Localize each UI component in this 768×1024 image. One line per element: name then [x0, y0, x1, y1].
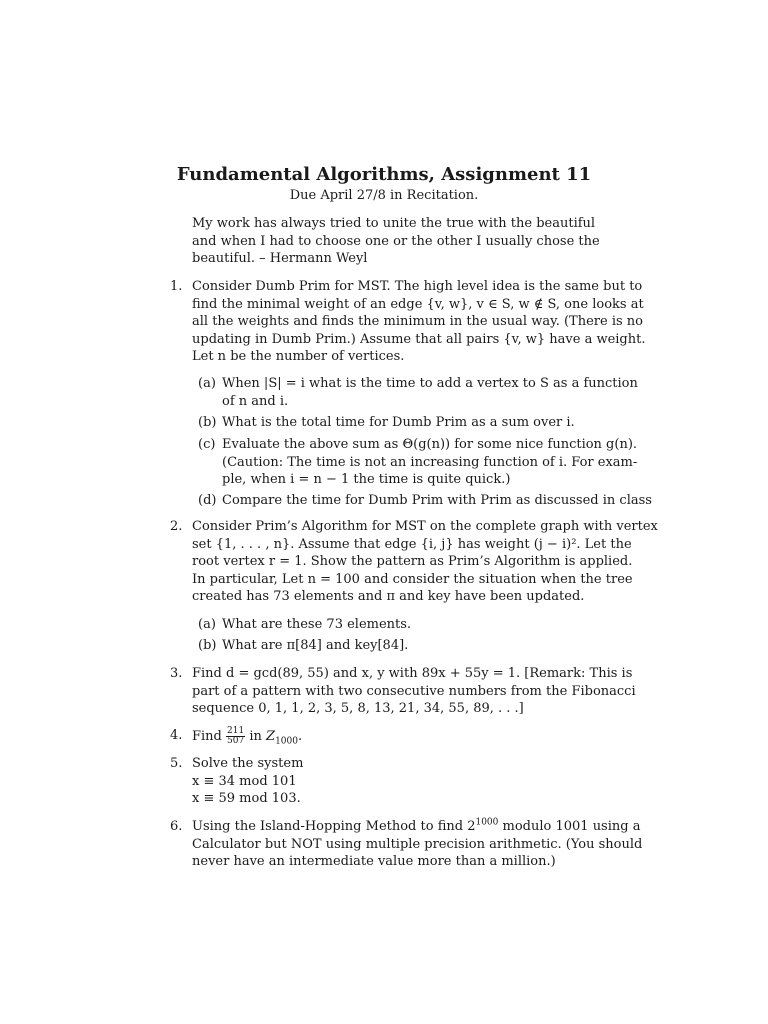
problem-text	[192, 817, 643, 871]
problem-line: never have an intermediate value more than a million.)	[192, 854, 556, 869]
subpart-label: (d)	[198, 493, 217, 508]
fraction-numerator: 211	[227, 726, 245, 736]
problem-number: 5.	[170, 756, 183, 771]
problem-line: Calculator but NOT using multiple precision arithmetic. (You should	[192, 836, 643, 852]
subpart-label: (c)	[198, 437, 216, 452]
due-date: Due April 27/8 in Recitation.	[289, 188, 479, 203]
in-text: in	[249, 729, 262, 744]
congruence-line: x ≡ 59 mod 103.	[192, 791, 301, 806]
subpart-text	[222, 414, 612, 432]
subpart-text	[222, 637, 612, 655]
problem-line: find the minimal weight of an edge {v, w}, v ∈ S, w ∉ S, one looks at	[192, 296, 644, 312]
quote-line: beautiful. – Hermann Weyl	[192, 251, 368, 266]
problem-line: Find d = gcd(89, 55) and x, y with 89x + 55y = 1. [Remark: This is	[192, 666, 633, 681]
problem-line: all the weights and finds the minimum in the usual way. (There is no	[192, 314, 643, 329]
subpart-label: (a)	[198, 617, 216, 632]
subpart-label: (a)	[198, 376, 216, 391]
problem-line: part of a pattern with two consecutive numbers from the Fibonacci	[192, 683, 636, 699]
problem-number: 6.	[170, 819, 183, 834]
subpart-label: (b)	[198, 638, 217, 653]
fraction	[226, 727, 245, 746]
problem-line: created has 73 elements and π and key have been updated.	[192, 589, 585, 604]
problem-line-part: Using the Island-Hopping Method to find 2	[192, 819, 476, 834]
problem-text	[192, 727, 610, 746]
subpart-line: of n and i.	[222, 393, 289, 409]
subpart-line: (Caution: The time is not an increasing function of i. For exam-	[222, 454, 638, 470]
problem-number: 1.	[170, 279, 183, 294]
problem-line: root vertex r = 1. Show the pattern as Prim’s Algorithm is applied.	[192, 554, 633, 569]
subpart-line: Evaluate the above sum as Θ(g(n)) for some nice function g(n).	[222, 437, 638, 452]
exponent: 1000	[475, 817, 499, 828]
subpart-line: When |S| = i what is the time to add a vertex to S as a function	[222, 376, 638, 391]
problem-text	[192, 755, 610, 808]
subpart-text	[222, 492, 652, 510]
problem-text	[192, 278, 646, 366]
quote-line: My work has always tried to unite the true with the beautiful	[192, 216, 596, 231]
subpart-text	[222, 436, 638, 489]
subpart-line: What are π[84] and key[84].	[222, 638, 409, 653]
problem-number: 3.	[170, 666, 183, 681]
ring-subscript: 1000	[275, 736, 298, 747]
subpart-text	[222, 616, 612, 634]
quote-line: and when I had to choose one or the other I usually chose the	[192, 233, 600, 249]
problem-line: In particular, Let n = 100 and consider the situation when the tree	[192, 571, 633, 587]
find-text: Find	[192, 729, 222, 744]
problem-number: 2.	[170, 519, 183, 534]
problem-line-part: modulo 1001 using a	[498, 819, 641, 834]
problem-number: 4.	[170, 728, 183, 743]
problem-line: sequence 0, 1, 1, 2, 3, 5, 8, 13, 21, 34, 55, 89, . . .]	[192, 701, 524, 716]
ring-symbol: Z	[266, 729, 276, 744]
problem-text	[192, 665, 636, 718]
congruence-line: x ≡ 34 mod 101	[192, 773, 297, 789]
subpart-line: ple, when i = n − 1 the time is quite quick.)	[222, 472, 511, 487]
fraction-denominator: 507	[227, 736, 245, 746]
end-punct: .	[297, 729, 303, 744]
subpart-line: What is the total time for Dumb Prim as a sum over i.	[222, 415, 575, 430]
problem-line: Solve the system	[192, 756, 304, 771]
problem-line: Let n be the number of vertices.	[192, 349, 405, 364]
problem-text	[192, 518, 658, 606]
subpart-line: Compare the time for Dumb Prim with Prim as discussed in class	[222, 493, 652, 508]
problem-line: Consider Dumb Prim for MST. The high level idea is the same but to	[192, 279, 643, 294]
problem-line: updating in Dumb Prim.) Assume that all pairs {v, w} have a weight.	[192, 331, 646, 347]
subpart-line: What are these 73 elements.	[222, 617, 412, 632]
problem-line: Consider Prim’s Algorithm for MST on the complete graph with vertex	[192, 519, 658, 534]
subpart-label: (b)	[198, 415, 217, 430]
epigraph-quote	[192, 215, 600, 268]
page-title: Fundamental Algorithms, Assignment 11	[176, 164, 592, 185]
subpart-text	[222, 375, 638, 410]
problem-line	[192, 817, 641, 836]
problem-line: set {1, . . . , n}. Assume that edge {i, j} has weight (j − i)². Let the	[192, 536, 632, 552]
